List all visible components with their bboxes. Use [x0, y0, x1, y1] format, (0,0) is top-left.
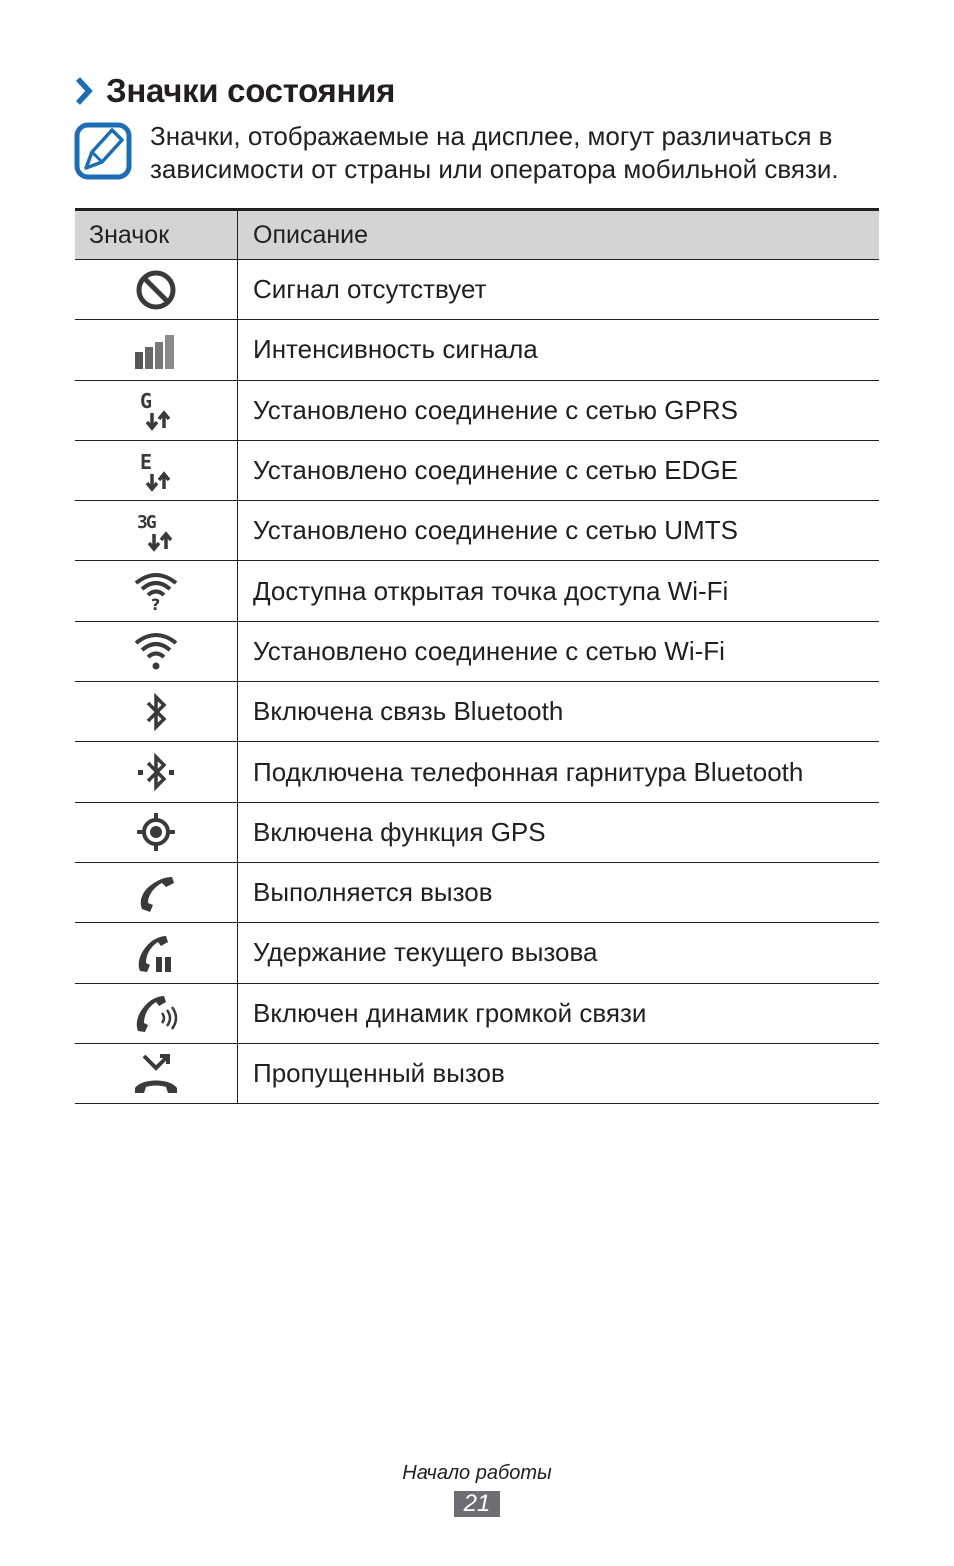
umts-3g-icon	[132, 507, 180, 555]
gprs-icon	[132, 386, 180, 434]
edge-icon	[132, 447, 180, 495]
call-on-hold-icon	[132, 929, 180, 977]
table-row	[75, 320, 879, 380]
missed-call-icon	[132, 1050, 180, 1098]
row-description: Включена функция GPS	[253, 816, 546, 847]
table-row	[75, 923, 879, 983]
chevron-right-icon	[74, 76, 96, 106]
row-description: Установлено соединение с сетью GPRS	[253, 394, 738, 425]
gps-icon	[132, 808, 180, 856]
row-description: Установлено соединение с сетью UMTS	[253, 515, 738, 546]
table-row	[75, 682, 879, 742]
section-heading	[74, 66, 395, 116]
table-row	[75, 863, 879, 923]
row-description: Подключена телефонная гарнитура Bluetooth	[253, 756, 804, 787]
table-row	[75, 984, 879, 1044]
page-footer	[0, 1462, 954, 1517]
table-header	[75, 211, 879, 260]
table-row	[75, 260, 879, 320]
page-number: 21	[454, 1491, 500, 1517]
wifi-open-hotspot-icon	[132, 567, 180, 615]
table-row	[75, 501, 879, 561]
bluetooth-icon	[132, 688, 180, 736]
speakerphone-icon	[132, 989, 180, 1037]
signal-strength-icon	[132, 326, 180, 374]
wifi-connected-icon	[132, 627, 180, 675]
header-description-column: Описание	[253, 220, 369, 249]
row-description: Пропущенный вызов	[253, 1058, 505, 1088]
table-row	[75, 381, 879, 441]
table-row	[75, 1044, 879, 1104]
svg-text:E: E	[140, 449, 153, 474]
svg-text:G: G	[140, 389, 153, 414]
no-signal-icon	[132, 266, 180, 314]
footer-section-name: Начало работы	[402, 1462, 552, 1484]
row-description: Включена связь Bluetooth	[253, 696, 564, 727]
row-description: Сигнал отсутствует	[253, 274, 487, 305]
row-description: Интенсивность сигнала	[253, 334, 538, 365]
table-row	[75, 561, 879, 621]
table-row	[75, 803, 879, 863]
row-description: Выполняется вызов	[253, 877, 493, 908]
row-description: Доступна открытая точка доступа Wi-Fi	[253, 575, 729, 606]
call-in-progress-icon	[132, 869, 180, 917]
svg-text:?: ?	[151, 595, 161, 615]
row-description: Установлено соединение с сетью Wi-Fi	[253, 635, 725, 666]
note-text: Значки, отображаемые на дисплее, могут различаться в зависимости от страны или оператора мобильной связи.	[150, 121, 839, 184]
page-title: Значки состояния	[106, 72, 396, 109]
table-row	[75, 742, 879, 802]
table-row	[75, 622, 879, 682]
row-description: Установлено соединение с сетью EDGE	[253, 455, 738, 486]
row-description: Включен динамик громкой связи	[253, 997, 647, 1028]
row-description: Удержание текущего вызова	[253, 937, 598, 968]
bluetooth-headset-icon	[132, 748, 180, 796]
header-icon-column: Значок	[75, 211, 238, 259]
table-row	[75, 441, 879, 501]
status-icons-table	[75, 208, 879, 1104]
note-pencil-icon	[74, 122, 132, 180]
svg-text:3G: 3G	[137, 511, 155, 533]
